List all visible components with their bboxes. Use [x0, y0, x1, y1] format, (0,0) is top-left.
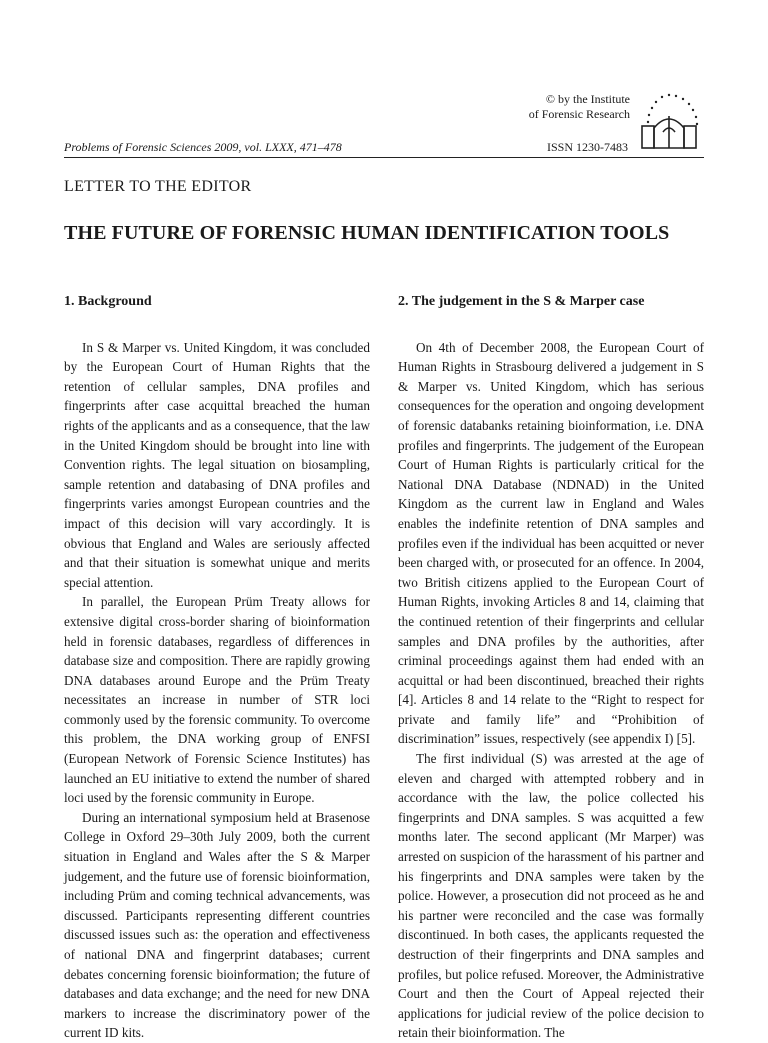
copyright-line-2: of Forensic Research — [528, 107, 630, 121]
copyright-notice — [410, 92, 630, 122]
copyright-line-1: © by the Institute — [545, 92, 630, 106]
section-2-paragraph-2: The first individual (S) was arrested at the age of eleven and charged with attempted robbery and in accordance with the law, the police collected his fingerprints and DNA samples. S was acquitted a few months later. The second applicant (Mr Marper) was arrested on suspicion of the harassment of his partner and his fingerprints and DNA samples were taken by the police. However, a prosecution did not proceed as he and his partner were reconciled and the case was formally discontinued. In both cases, the applicants requested the destruction of their fingerprints and DNA samples and profiles, but police refused. Moreover, the Administrative Court and then the Court of Appeal rejected their applications for judicial review of the police decision to retain their bioinformation. The — [398, 751, 704, 1041]
article-title: THE FUTURE OF FORENSIC HUMAN IDENTIFICATION TOOLS — [64, 222, 670, 244]
section-2-heading: 2. The judgement in the S & Marper case — [398, 294, 645, 309]
issn: ISSN 1230-7483 — [546, 140, 628, 154]
section-1-heading: 1. Background — [64, 294, 152, 309]
section-1-paragraph-1: In S & Marper vs. United Kingdom, it was concluded by the European Court of Human Rights that the retention of cellular samples, DNA profiles and fingerprints after case acquittal breached the human rights of the applicants and as a consequence, that the law in the United Kingdom should be brought into line with Convention rights. The legal situation on biosampling, sample retention and databasing of DNA profiles and fingerprints varies amongst European countries and the impact of this decision will vary accordingly. It is obvious that England and Wales are seriously affected and that their situation is somewhat unique and merits special attention. — [64, 339, 370, 590]
section-type: LETTER TO THE EDITOR — [64, 178, 252, 195]
section-1-paragraph-3: During an international symposium held at Brasenose College in Oxford 29–30th July 2009, both the current situation in England and Wales after the S & Marper judgement, and the future use of forensic bioinformation, including Prüm and coming technical advancements, was discussed. Participants representing different countries discussed issues such as: the operation and effectiveness of national DNA and fingerprint databases; current debates concerning forensic bioinformation; the future of databases and data exchange; and the need for new DNA markers to increase the discriminatory power of the current ID kits. — [64, 809, 370, 1041]
left-column — [64, 292, 370, 1043]
section-2-paragraph-1: On 4th of December 2008, the European Court of Human Rights in Strasbourg delivered a judgement in S & Marper vs. United Kingdom, which has serious consequences for the operation and ongoing development of forensic databanks retaining bioinformation, i.e. DNA profiles and fingerprints. The judgement of the European Court of Human Rights is particularly critical for the National DNA Database (NDNAD) in the United Kingdom as the current law in England and Wales enables the indefinite retention of DNA samples and profiles even if the individual has been acquitted or never been charged with, or prosecuted for an offence. In 2004, two British citizens applied to the European Court of Human Rights, invoking Articles 8 and 14, claiming that the continued retention of their fingerprints and cellular samples and DNA profiles by the authorities, after criminal proceedings against them had ended with an acquittal or had been discontinued, breached their rights [4]. Articles 8 and 14 relate to the “Right to respect for private and family life” and “Prohibition of discrimination” issues, respectively (see appendix I) [5]. — [398, 339, 704, 747]
right-column — [398, 292, 704, 1043]
header-rule — [64, 157, 704, 158]
section-1-paragraph-2: In parallel, the European Prüm Treaty allows for extensive digital cross-border sharing of bioinformation held in forensic databases, regardless of differences in database size and composition. There are rapidly growing DNA databases around Europe and the Prüm Treaty necessitates an increase in number of STR loci commonly used by the forensic community. To overcome this problem, the DNA working group of ENFSI (European Network of Forensic Science Institutes) has launched an EU initiative to extend the number of shared loci used by the forensic community in Europe. — [64, 594, 370, 806]
institute-logo-icon — [638, 88, 702, 152]
journal-citation: Problems of Forensic Sciences 2009, vol. LXXX, 471–478 — [64, 140, 342, 154]
